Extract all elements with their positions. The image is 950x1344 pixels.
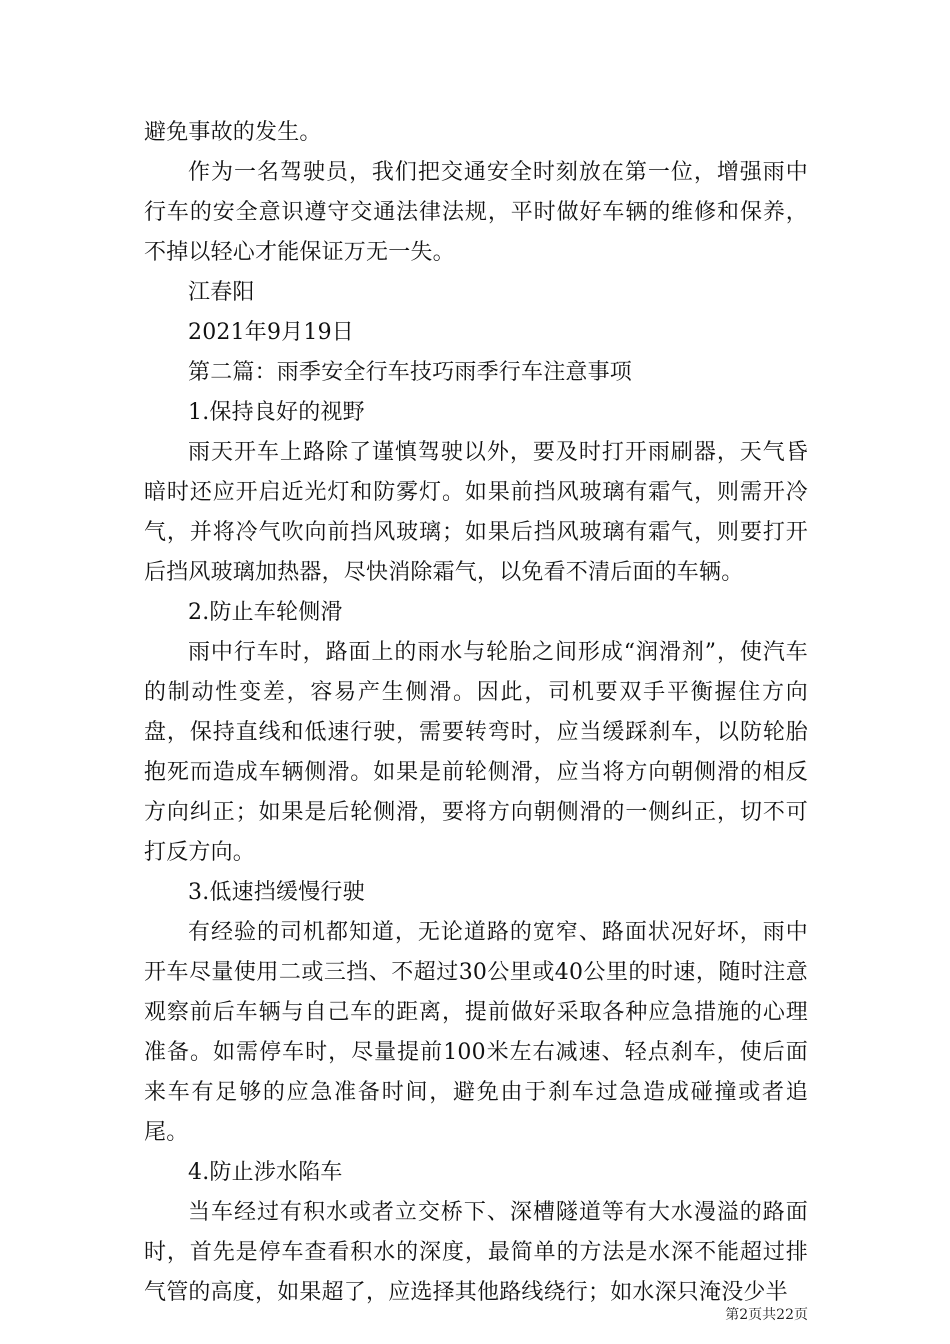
subheading: 4.防止涉水陷车	[188, 1160, 343, 1185]
paragraph: 避免事故的发生。	[144, 120, 322, 145]
paragraph: 作为一名驾驶员，我们把交通安全时刻放在第一位，增强雨中行车的安全意识遵守交通法律法规，平时做好车辆的维修和保养，不掉以轻心才能保证万无一失。	[144, 160, 808, 265]
paragraph: 当车经过有积水或者立交桥下、深槽隧道等有大水漫溢的路面时，首先是停车查看积水的深度，最简单的方法是水深不能超过排气管的高度，如果超了，应选择其他路线绕行；如水深只淹没少半	[144, 1200, 808, 1305]
paragraph: 雨天开车上路除了谨慎驾驶以外，要及时打开雨刷器，天气昏暗时还应开启近光灯和防雾灯。如果前挡风玻璃有霜气，则需开冷气，并将冷气吹向前挡风玻璃；如果后挡风玻璃有霜气，则要打开后挡风玻璃加热器，尽快消除霜气，以免看不清后面的车辆。	[144, 440, 808, 585]
paragraph: 雨中行车时，路面上的雨水与轮胎之间形成“润滑剂”，使汽车的制动性变差，容易产生侧滑。因此，司机要双手平衡握住方向盘，保持直线和低速行驶，需要转弯时，应当缓踩刹车，以防轮胎抱死而造成车辆侧滑。如果是前轮侧滑，应当将方向朝侧滑的相反方向纠正；如果是后轮侧滑，要将方向朝侧滑的一侧纠正，切不可打反方向。	[144, 640, 808, 865]
author-signature: 江春阳	[188, 280, 255, 305]
subheading: 1.保持良好的视野	[188, 400, 365, 425]
section-title: 第二篇：雨季安全行车技巧雨季行车注意事项	[188, 360, 633, 385]
document-body	[144, 113, 808, 1313]
page-number-footer: 第2页共22页	[725, 1307, 808, 1323]
subheading: 3.低速挡缓慢行驶	[188, 880, 365, 905]
subheading: 2.防止车轮侧滑	[188, 600, 343, 625]
paragraph: 有经验的司机都知道，无论道路的宽窄、路面状况好坏，雨中开车尽量使用二或三挡、不超过30公里或40公里的时速，随时注意观察前后车辆与自己车的距离，提前做好采取各种应急措施的心理准备。如需停车时，尽量提前100米左右减速、轻点刹车，使后面来车有足够的应急准备时间，避免由于刹车过急造成碰撞或者追尾。	[144, 920, 808, 1145]
date-line: 2021年9月19日	[188, 320, 354, 345]
